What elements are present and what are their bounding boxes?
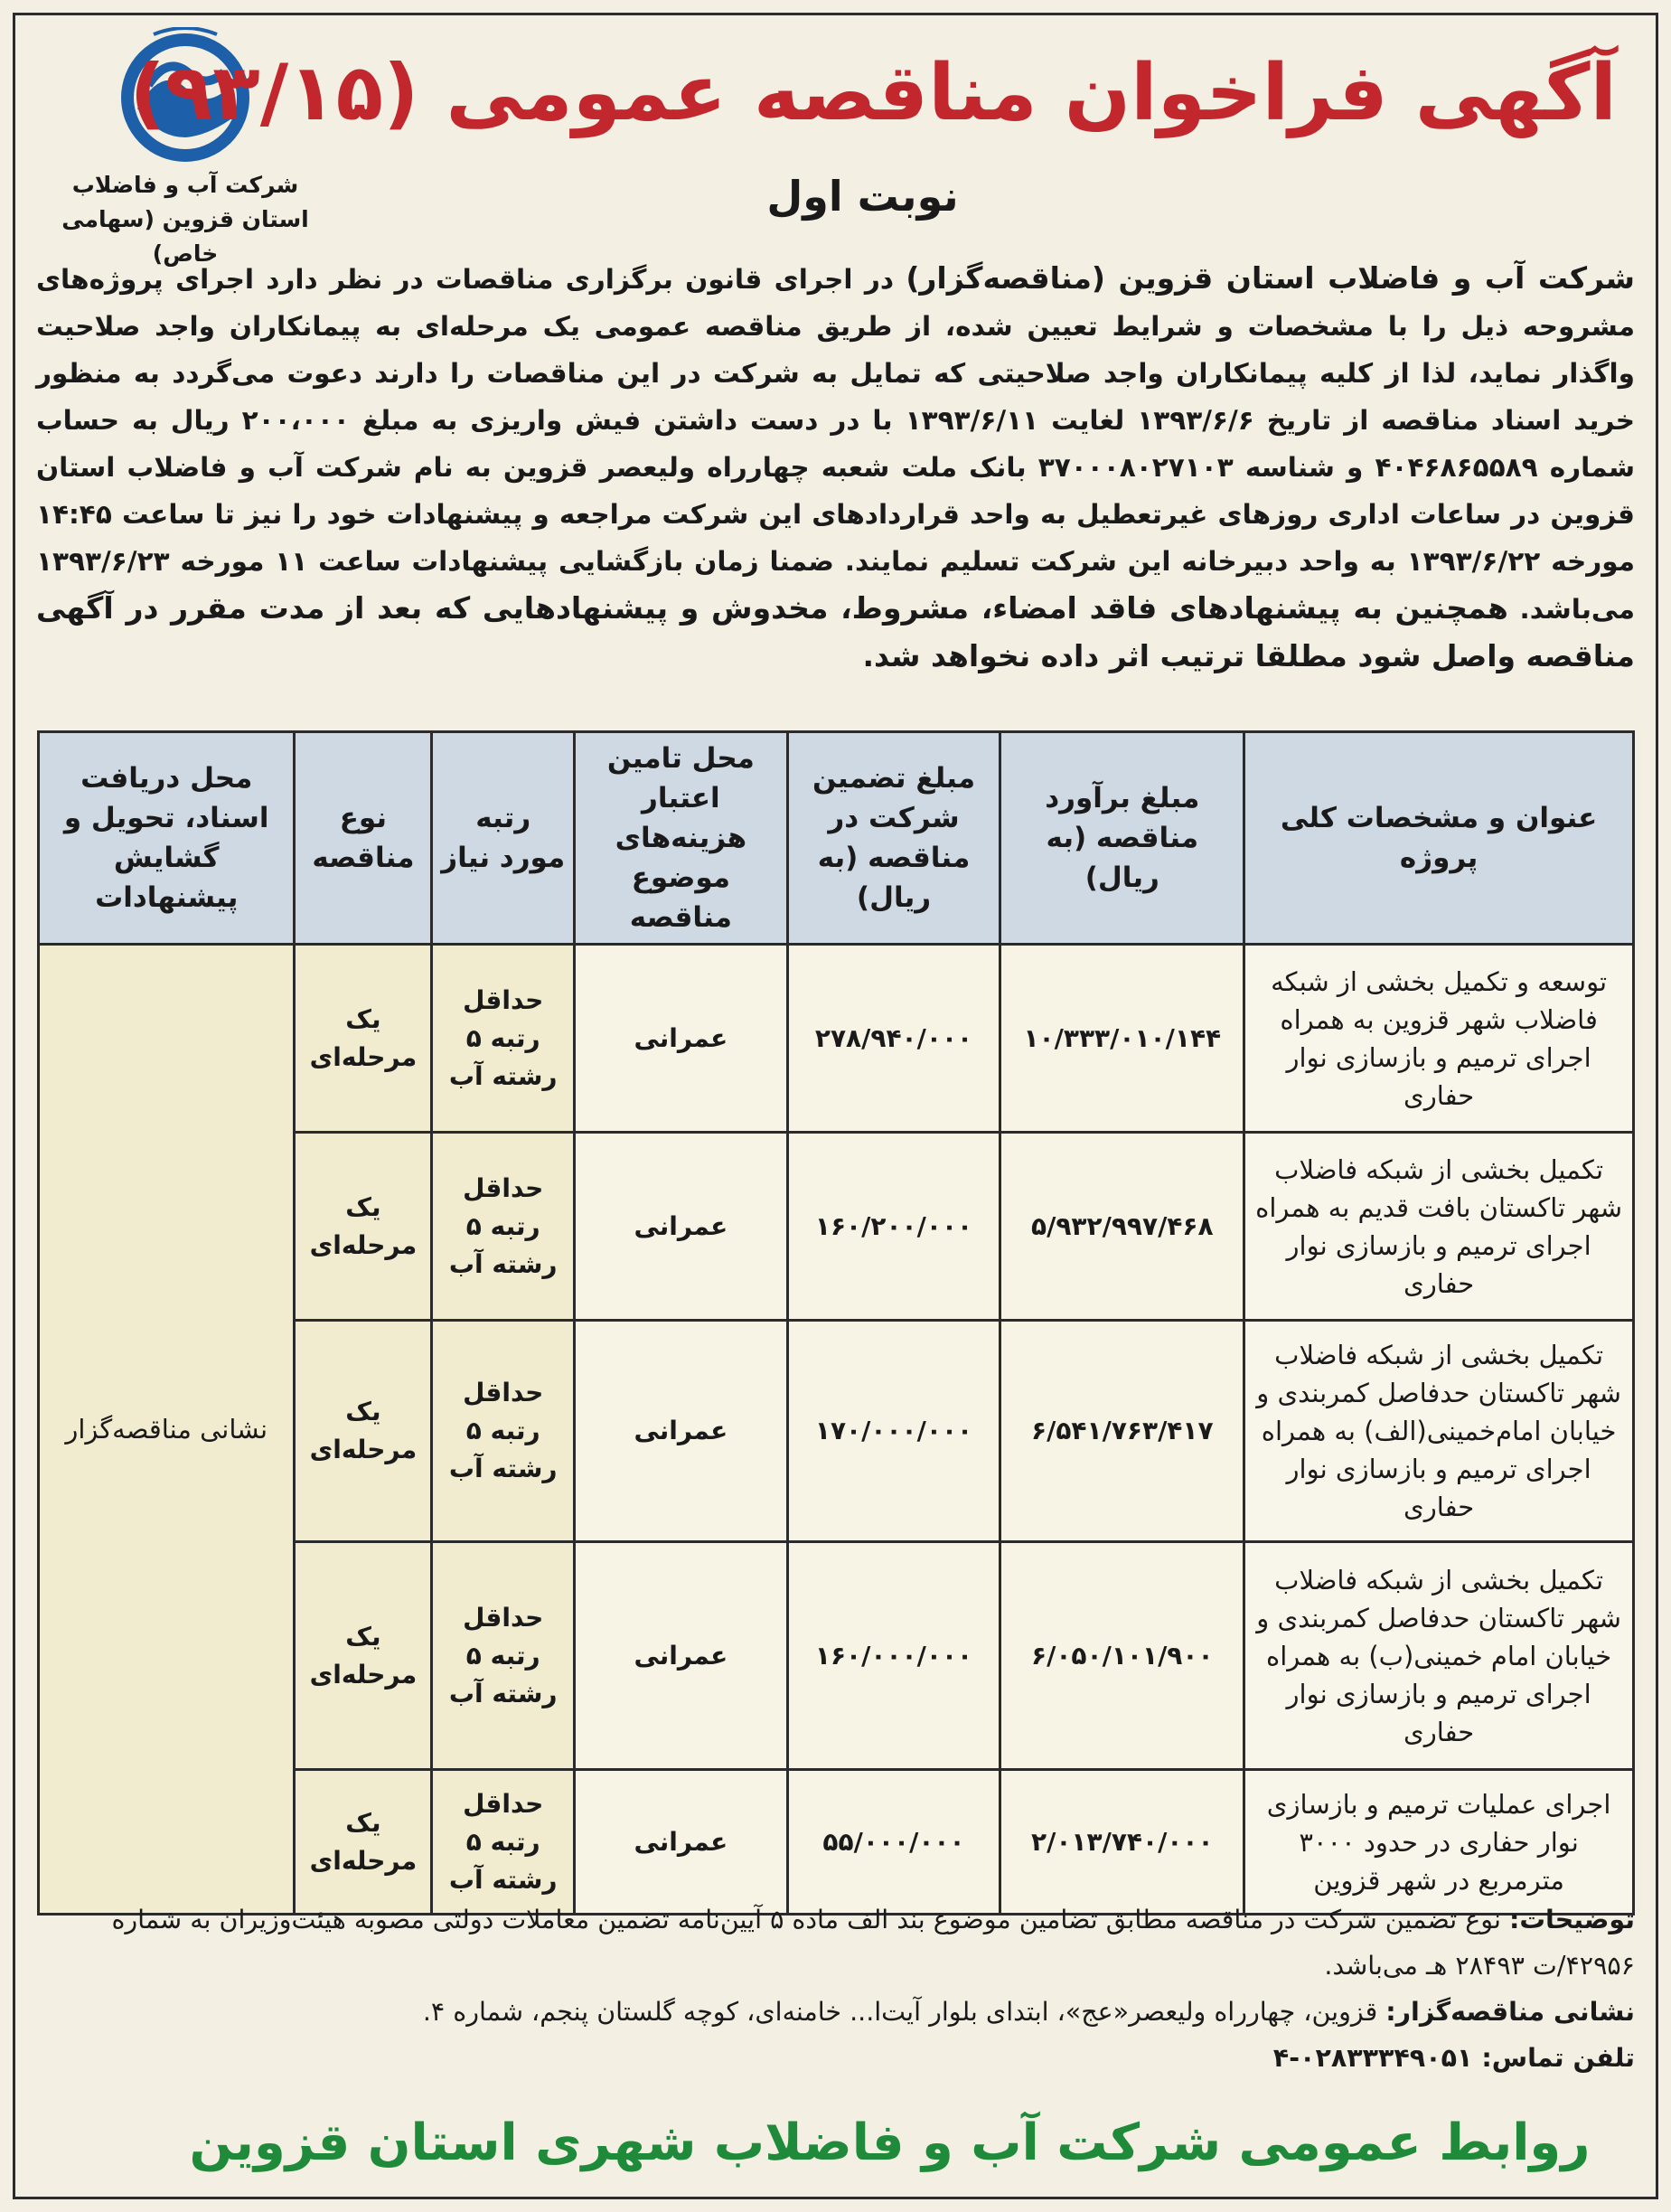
- logo-company-line2: استان قزوین (سهامی خاص): [61, 206, 309, 267]
- notes-section: [36, 1897, 1635, 2081]
- funding-source: عمرانی: [575, 1133, 788, 1321]
- notes-phone-text: ۰۲۸۳۳۳۴۹۰۵۱-۴: [1272, 2043, 1482, 2073]
- header-project-title: عنوان و مشخصات کلی پروژه: [1244, 732, 1634, 945]
- header-document-location: محل دریافت اسناد، تحویل و گشایش پیشنهادات: [39, 732, 295, 945]
- required-grade: حداقل رتبه ۵ رشته آب: [432, 1770, 575, 1915]
- page-subtitle: نوبت اول: [766, 172, 959, 221]
- guarantee-amount: ۲۷۸/۹۴۰/۰۰۰: [787, 945, 1000, 1133]
- tender-table: [37, 730, 1635, 1915]
- intro-paragraph: [36, 255, 1635, 681]
- project-title: تکمیل بخشی از شبکه فاضلاب شهر تاکستان حدفاصل کمربندی و خیابان امام‌خمینی(الف) به همراه اجرای ترمیم و بازسازی نوار حفاری: [1244, 1321, 1634, 1542]
- guarantee-amount: ۱۶۰/۰۰۰/۰۰۰: [787, 1542, 1000, 1770]
- tender-type: یک مرحله‌ای: [295, 1321, 432, 1542]
- project-title: تکمیل بخشی از شبکه فاضلاب شهر تاکستان حدفاصل کمربندی و خیابان امام خمینی(ب) به همراه اجرای ترمیم و بازسازی نوار حفاری: [1244, 1542, 1634, 1770]
- estimate-amount: ۲/۰۱۳/۷۴۰/۰۰۰: [1000, 1770, 1244, 1915]
- tender-type: یک مرحله‌ای: [295, 1542, 432, 1770]
- notes-explanation-label: توضیحات:: [1508, 1905, 1635, 1934]
- header-grade: رتبه مورد نیاز: [432, 732, 575, 945]
- required-grade: حداقل رتبه ۵ رشته آب: [432, 1542, 575, 1770]
- notes-address-text: قزوین، چهارراه ولیعصر«عج»، ابتدای بلوار آیت‌ا... خامنه‌ای، کوچه گلستان پنجم، شماره ۴.: [422, 1997, 1386, 2027]
- tender-type: یک مرحله‌ای: [295, 1770, 432, 1915]
- header-tender-type: نوع مناقصه: [295, 732, 432, 945]
- notes-explanation-text: نوع تضمین شرکت در مناقصه مطابق تضامین موضوع بند الف ماده ۵ آیین‌نامه تضمین معاملات دولتی مصوبه هیئت‌وزیران به شماره ۴۲۹۵۶/ت ۲۸۴۹۳ هـ می‌باشد.: [111, 1905, 1635, 1981]
- guarantee-amount: ۱۶۰/۲۰۰/۰۰۰: [787, 1133, 1000, 1321]
- estimate-amount: ۶/۵۴۱/۷۶۳/۴۱۷: [1000, 1321, 1244, 1542]
- header-guarantee: مبلغ تضمین شرکت در مناقصه (به ریال): [787, 732, 1000, 945]
- funding-source: عمرانی: [575, 1321, 788, 1542]
- table-header-row: [39, 732, 1634, 945]
- required-grade: حداقل رتبه ۵ رشته آب: [432, 945, 575, 1133]
- header-estimate: مبلغ برآورد مناقصه (به ریال): [1000, 732, 1244, 945]
- intro-emphasis: همچنین به پیشنهادهای فاقد امضاء، مشروط، مخدوش و پیشنهادهایی که بعد از مدت مقرر در آگهی مناقصه واصل شود مطلقا ترتیب اثر داده نخواهد شد.: [36, 590, 1635, 673]
- estimate-amount: ۶/۰۵۰/۱۰۱/۹۰۰: [1000, 1542, 1244, 1770]
- footer-public-relations: روابط عمومی شرکت آب و فاضلاب شهری استان قزوین: [189, 2113, 1591, 2172]
- notes-address-label: نشانی مناقصه‌گزار:: [1385, 1997, 1635, 2027]
- estimate-amount: ۱۰/۳۳۳/۰۱۰/۱۴۴: [1000, 945, 1244, 1133]
- project-title: توسعه و تکمیل بخشی از شبکه فاضلاب شهر قزوین به همراه اجرای ترمیم و بازسازی نوار حفاری: [1244, 945, 1634, 1133]
- notes-phone: [36, 2035, 1635, 2081]
- header-funding: محل تامین اعتبار هزینه‌های موضوع مناقصه: [575, 732, 788, 945]
- tender-type: یک مرحله‌ای: [295, 945, 432, 1133]
- project-title: تکمیل بخشی از شبکه فاضلاب شهر تاکستان بافت قدیم به همراه اجرای ترمیم و بازسازی نوار حفاری: [1244, 1133, 1634, 1321]
- tender-type: یک مرحله‌ای: [295, 1133, 432, 1321]
- logo-company-line1: شرکت آب و فاضلاب: [71, 172, 299, 198]
- table-row: [39, 945, 1634, 1133]
- notes-phone-label: تلفن تماس:: [1481, 2043, 1635, 2073]
- funding-source: عمرانی: [575, 1770, 788, 1915]
- guarantee-amount: ۵۵/۰۰۰/۰۰۰: [787, 1770, 1000, 1915]
- guarantee-amount: ۱۷۰/۰۰۰/۰۰۰: [787, 1321, 1000, 1542]
- project-title: اجرای عملیات ترمیم و بازسازی نوار حفاری در حدود ۳۰۰۰ مترمربع در شهر قزوین: [1244, 1770, 1634, 1915]
- required-grade: حداقل رتبه ۵ رشته آب: [432, 1321, 575, 1542]
- notes-explanation: [36, 1897, 1635, 1989]
- notes-address: [36, 1989, 1635, 2035]
- intro-body: در اجرای قانون برگزاری مناقصات در نظر دارد اجرای پروژه‌های مشروحه ذیل را با مشخصات و شرایط تعیین شده، از طریق مناقصه عمومی یک مرحله‌ای به پیمانکاران واجد صلاحیت واگذار نماید، لذا از کلیه پیمانکاران واجد صلاحیتی که تمایل به شرکت در این مناقصات را دارند دعوت می‌گردد به منظور خرید اسناد مناقصه از تاریخ ۱۳۹۳/۶/۶ لغایت ۱۳۹۳/۶/۱۱ با در دست داشتن فیش واریزی به مبلغ ۲۰۰،۰۰۰ ریال به حساب شماره ۴۰۴۶۸۶۵۵۸۹ و شناسه ۳۷۰۰۰۸۰۲۷۱۰۳ بانک ملت شعبه چهارراه ولیعصر قزوین به نام شرکت آب و فاضلاب استان قزوین در ساعات اداری روزهای غیرتعطیل به واحد قراردادهای این شرکت مراجعه و پیشنهادات خود را نیز تا ساعت ۱۴:۴۵ مورخه ۱۳۹۳/۶/۲۲ به واحد دبیرخانه این شرکت تسلیم نمایند. ضمنا زمان بازگشایی پیشنهادات ساعت ۱۱ مورخه ۱۳۹۳/۶/۲۳ می‌باشد.: [36, 264, 1636, 625]
- address-cell: نشانی مناقصه‌گزار: [39, 945, 295, 1915]
- estimate-amount: ۵/۹۳۲/۹۹۷/۴۶۸: [1000, 1133, 1244, 1321]
- funding-source: عمرانی: [575, 945, 788, 1133]
- intro-company: شرکت آب و فاضلاب استان قزوین (مناقصه‌گزار): [906, 260, 1636, 296]
- page-title: آگهی فراخوان مناقصه عمومی (۹۳/۱۵): [129, 48, 1617, 138]
- required-grade: حداقل رتبه ۵ رشته آب: [432, 1133, 575, 1321]
- funding-source: عمرانی: [575, 1542, 788, 1770]
